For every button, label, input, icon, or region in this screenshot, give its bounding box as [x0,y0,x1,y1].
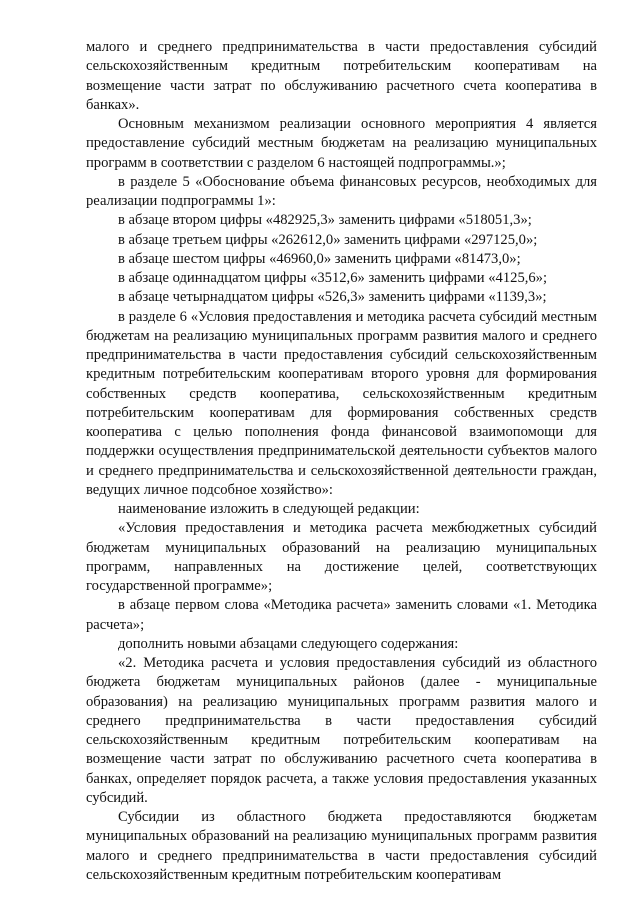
paragraph-11: «Условия предоставления и методика расчета межбюджетных субсидий бюджетам муниципальных образований на реализацию муниципальных программ, направленных на достижение целей, соответствующих государственной программе»; [86,520,597,594]
paragraph-8: в абзаце четырнадцатом цифры «526,3» заменить цифрами «1139,3»; [118,289,547,306]
paragraph-2: Основным механизмом реализации основного мероприятия 4 является предоставление субсидий местным бюджетам на реализацию муниципальных программ в соответствии с разделом 6 настоящей подпрограммы.»; [86,116,597,171]
paragraph-12: в абзаце первом слова «Методика расчета» заменить словами «1. Методика расчета»; [86,597,597,633]
paragraph-15: Субсидии из областного бюджета предоставляются бюджетам муниципальных образований на реализацию муниципальных программ развития малого и среднего предпринимательства в части предоставления субсидий сельскохозяйственным кредитным потребительским кооперативам [86,809,597,883]
paragraph-1: малого и среднего предпринимательства в части предоставления субсидий сельскохозяйственным кредитным потребительским кооперативам на возмещение части затрат по обслуживанию расчетного счета кооператива в банках». [86,39,597,113]
paragraph-10: наименование изложить в следующей редакции: [118,501,420,517]
paragraph-7: в абзаце одиннадцатом цифры «3512,6» заменить цифрами «4125,6»; [118,270,548,286]
paragraph-6: в абзаце шестом цифры «46960,0» заменить цифрами «81473,0»; [118,250,521,267]
paragraph-3: в разделе 5 «Обоснование объема финансовых ресурсов, необходимых для реализации подпрограммы 1»: [86,173,597,209]
paragraph-5: в абзаце третьем цифры «262612,0» заменить цифрами «297125,0»; [118,231,538,248]
paragraph-13: дополнить новыми абзацами следующего содержания: [118,635,459,652]
paragraph-4: в абзаце втором цифры «482925,3» заменить цифрами «518051,3»; [118,212,532,229]
paragraph-9: в разделе 6 «Условия предоставления и методика расчета субсидий местным бюджетам на реализацию муниципальных программ развития малого и среднего предпринимательства в части предоставления субсидий сельскохозяйственным кредитным потребительским кооперативам второго уровня для формирования собственных средств кооператива, сельскохозяйственным кредитным потребительским кооперативам для формирования собственных средств кооператива с целью пополнения фонда финансовой взаимопомощи для поддержки осуществления предпринимательской деятельности субъектов малого и среднего предпринимательства и сельскохозяйственной деятельности граждан, ведущих личное подсобное хозяйство»: [86,308,597,498]
document-page [86,38,597,885]
paragraph-14: «2. Методика расчета и условия предоставления субсидий из областного бюджета бюджетам муниципальных районов (далее - муниципальные образования) на реализацию муниципальных программ развития малого и среднего предпринимательства в части предоставления субсидий сельскохозяйственным кредитным потребительским кооперативам на возмещение части затрат по обслуживанию расчетного счета кооператива в банках, определяет порядок расчета, а также условия предоставления указанных субсидий. [86,655,597,806]
